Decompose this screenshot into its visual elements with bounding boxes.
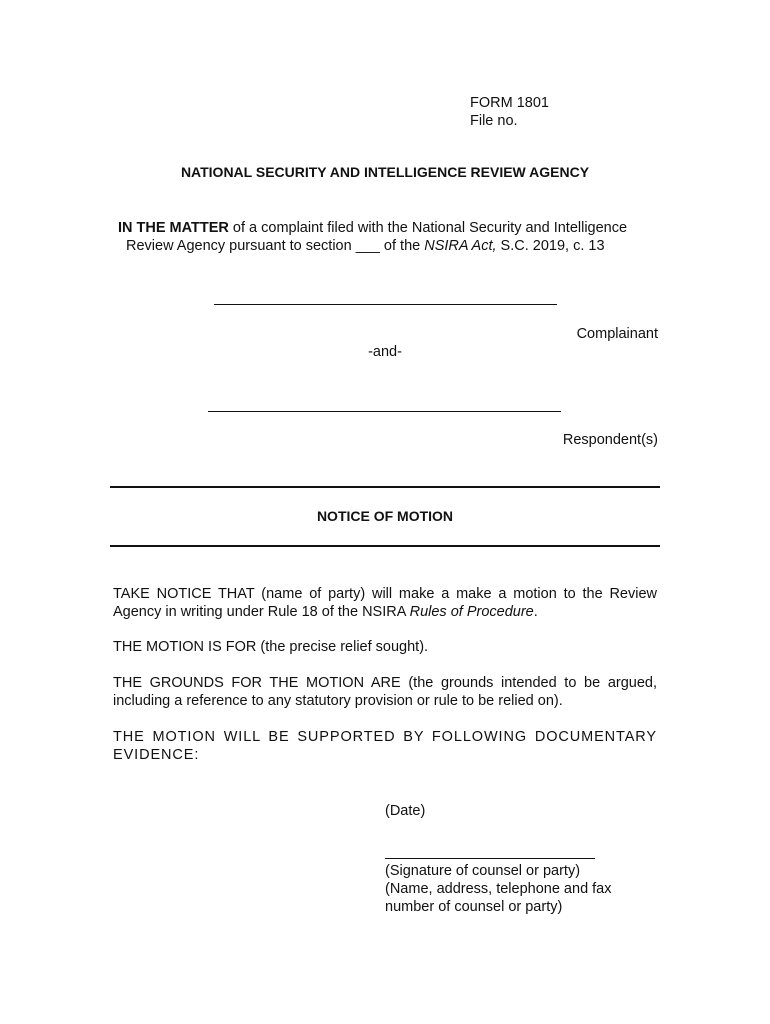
respondent-label: Respondent(s) [562, 432, 658, 448]
complainant-label: Complainant [576, 326, 658, 342]
and-separator: -and- [368, 344, 402, 360]
take-notice-text: TAKE NOTICE THAT (name of party) will make a make a motion to the Review Agency in writing under Rule 18 of the NSIRA [113, 586, 657, 620]
matter-text-2: Review Agency pursuant to section ___ of the [126, 238, 425, 254]
matter-text-1: of a complaint filed with the National Security and Intelligence [228, 220, 628, 236]
file-number: File no. [470, 113, 518, 129]
grounds-paragraph: THE GROUNDS FOR THE MOTION ARE (the grounds intended to be argued, including a reference to any statutory provision or rule to be relied on). [113, 675, 657, 709]
date-label: (Date) [385, 803, 426, 819]
signature-labels [385, 862, 612, 916]
matter-line-1 [118, 219, 678, 237]
respondent-name-line [208, 411, 561, 412]
take-notice-end: . [533, 604, 538, 620]
form-number: FORM 1801 [470, 95, 549, 111]
complainant-name-line [214, 304, 557, 305]
matter-lead: IN THE MATTER [118, 220, 229, 236]
top-rule [110, 486, 660, 488]
matter-statement [118, 219, 678, 255]
agency-title: NATIONAL SECURITY AND INTELLIGENCE REVIEW AGENCY [180, 164, 590, 180]
act-name: NSIRA Act, [424, 238, 497, 254]
evidence-paragraph: THE MOTION WILL BE SUPPORTED BY FOLLOWING DOCUMENTARY EVIDENCE: [113, 729, 657, 763]
contact-label-2: number of counsel or party) [385, 899, 563, 915]
notice-title: NOTICE OF MOTION [316, 508, 454, 524]
matter-text-3: S.C. 2019, c. 13 [496, 238, 605, 254]
signature-line [385, 858, 595, 859]
take-notice-paragraph [113, 585, 657, 621]
contact-label-1: (Name, address, telephone and fax [385, 881, 612, 897]
signature-label: (Signature of counsel or party) [385, 863, 581, 879]
matter-line-2 [118, 237, 678, 255]
bottom-rule [110, 545, 660, 547]
motion-for-paragraph: THE MOTION IS FOR (the precise relief sought). [113, 639, 429, 655]
form-header [470, 94, 549, 130]
rules-name: Rules of Procedure [409, 604, 534, 620]
